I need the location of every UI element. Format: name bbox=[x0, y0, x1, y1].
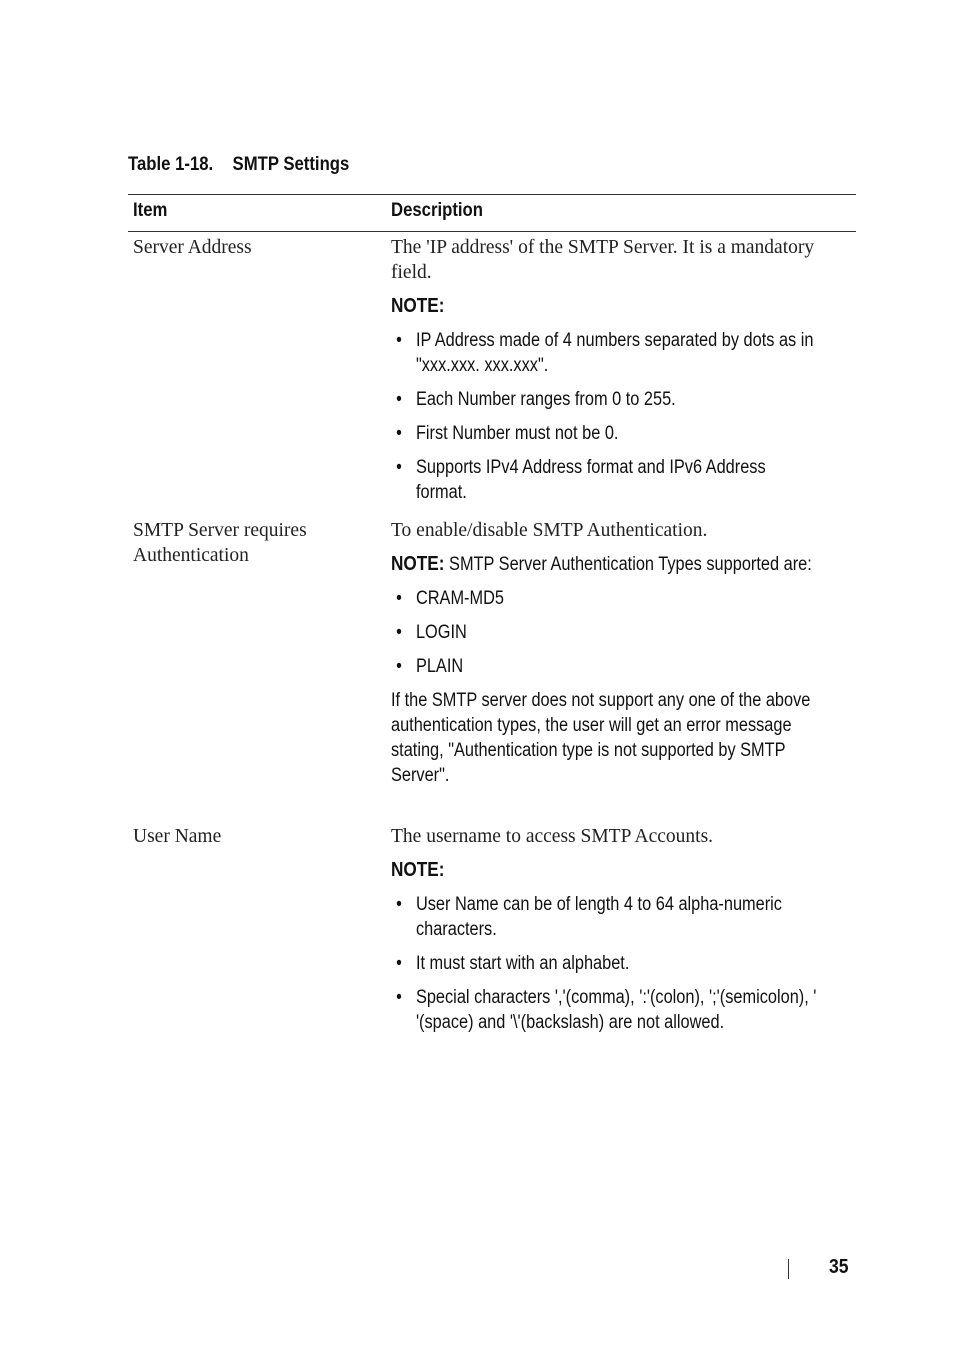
list-item-text: CRAM-MD5 bbox=[415, 588, 504, 609]
list-item bbox=[391, 387, 863, 412]
list-item bbox=[391, 951, 863, 976]
row-item-label: User Name bbox=[133, 826, 222, 847]
bullet-icon: • bbox=[396, 953, 402, 974]
page-number: 35 bbox=[829, 1256, 849, 1278]
list-item bbox=[391, 985, 850, 1035]
row-item-label: SMTP Server requires Authentication bbox=[133, 520, 307, 566]
row-item-label: Server Address bbox=[133, 237, 252, 258]
note bbox=[391, 294, 838, 319]
list-item-text: PLAIN bbox=[415, 656, 464, 677]
table-row-smtp-authentication bbox=[128, 518, 856, 824]
table-row-user-name bbox=[128, 824, 856, 1064]
header-description: Description bbox=[391, 200, 483, 221]
description-text: The 'IP address' of the SMTP Server. It is a mandatory field. bbox=[391, 237, 815, 283]
header-item: Item bbox=[133, 200, 168, 221]
bullet-icon: • bbox=[396, 389, 402, 410]
bullet-icon: • bbox=[396, 423, 402, 444]
smtp-settings-table bbox=[128, 194, 856, 1064]
note-label: NOTE: bbox=[391, 295, 445, 317]
note bbox=[391, 858, 838, 883]
bullet-icon: • bbox=[396, 656, 402, 677]
list-item bbox=[391, 586, 863, 611]
table-caption-number: Table 1-18. bbox=[128, 154, 214, 175]
note bbox=[391, 552, 838, 577]
list-item-text: LOGIN bbox=[415, 622, 467, 643]
list-item-text: User Name can be of length 4 to 64 alpha-numeric characters. bbox=[415, 894, 782, 940]
list-item-text: Special characters ','(comma), ':'(colon), ';'(semicolon), ' '(space) and '\'(backslash) are not allowed. bbox=[415, 987, 817, 1033]
description-text: The username to access SMTP Accounts. bbox=[391, 826, 714, 847]
list-item bbox=[391, 421, 863, 446]
bullet-icon: • bbox=[396, 457, 402, 478]
list-item bbox=[391, 892, 837, 942]
description-text: To enable/disable SMTP Authentication. bbox=[391, 520, 708, 541]
list-item bbox=[391, 654, 863, 679]
note-label: NOTE: bbox=[391, 859, 445, 881]
note-label: NOTE: bbox=[391, 553, 445, 575]
row-description bbox=[391, 235, 853, 505]
list-item bbox=[391, 455, 820, 505]
table-row-server-address bbox=[128, 232, 856, 518]
table-header-row bbox=[128, 195, 856, 232]
list-item-text: First Number must not be 0. bbox=[415, 423, 619, 444]
table-caption-title: SMTP Settings bbox=[232, 154, 350, 175]
auth-fallback-text: If the SMTP server does not support any one of the above authentication types, the user will get an error message stating, "Authentication type is not supported by SMTP Server". bbox=[391, 690, 811, 786]
row-description bbox=[391, 518, 853, 788]
list-item-text: Supports IPv4 Address format and IPv6 Address format. bbox=[415, 457, 766, 503]
list-item-text: It must start with an alphabet. bbox=[415, 953, 630, 974]
page-number-divider bbox=[788, 1259, 789, 1279]
list-item-text: Each Number ranges from 0 to 255. bbox=[415, 389, 676, 410]
bullet-icon: • bbox=[396, 588, 402, 609]
note-text: SMTP Server Authentication Types supported are: bbox=[449, 554, 812, 575]
bullet-icon: • bbox=[396, 622, 402, 643]
bullet-icon: • bbox=[396, 330, 402, 351]
list-item bbox=[391, 328, 863, 378]
list-item-text: IP Address made of 4 numbers separated by dots as in "xxx.xxx. xxx.xxx". bbox=[415, 330, 814, 376]
row-description bbox=[391, 824, 853, 1035]
bullet-icon: • bbox=[396, 894, 402, 915]
bullet-icon: • bbox=[396, 987, 402, 1008]
table-caption bbox=[128, 154, 349, 176]
list-item bbox=[391, 620, 863, 645]
